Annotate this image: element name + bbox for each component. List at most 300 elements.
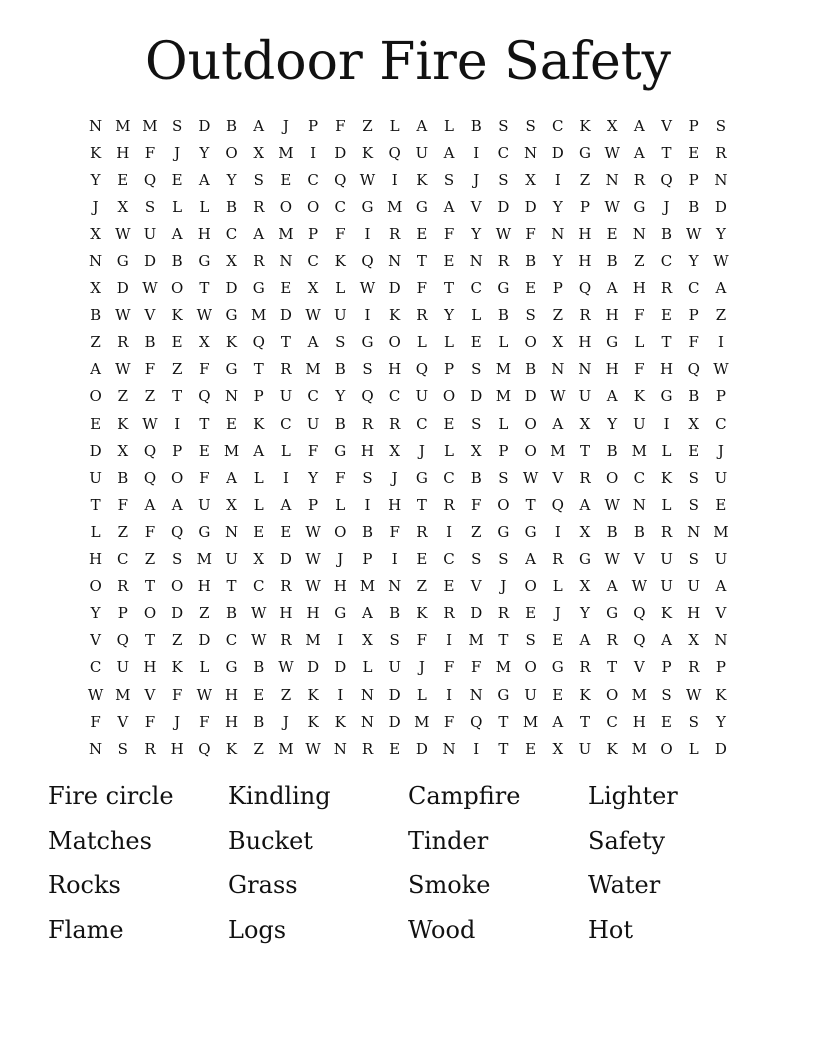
grid-letter: K (660, 468, 673, 487)
grid-letter: C (334, 197, 347, 216)
word-list-item: Wood (408, 915, 476, 944)
grid-letter: N (388, 252, 402, 271)
grid-letter: U (660, 550, 673, 569)
grid-letter: A (307, 333, 319, 352)
grid-letter: C (687, 279, 700, 298)
grid-letter: B (525, 252, 537, 271)
grid-letter: L (335, 495, 346, 514)
grid-letter: T (416, 252, 427, 271)
grid-letter: O (442, 387, 456, 406)
grid-letter: H (659, 360, 674, 379)
grid-letter: K (579, 685, 591, 704)
grid-letter: X (579, 522, 591, 541)
grid-letter: T (199, 414, 210, 433)
grid-letter: K (416, 604, 428, 623)
grid-letter: O (660, 739, 673, 758)
grid-letter: Y (552, 197, 563, 216)
grid-letter: N (224, 522, 239, 541)
grid-letter: A (416, 116, 428, 135)
grid-letter: V (633, 658, 645, 677)
grid-letter: B (334, 414, 346, 433)
grid-letter: R (117, 333, 129, 352)
grid-letter: L (471, 306, 482, 325)
grid-letter: C (252, 577, 265, 596)
grid-letter: C (117, 550, 129, 569)
grid-letter: M (495, 360, 512, 379)
grid-letter: E (443, 414, 455, 433)
grid-letter: T (253, 360, 264, 379)
grid-letter: F (90, 712, 101, 731)
grid-letter: Y (715, 224, 726, 243)
grid-letter: U (333, 306, 347, 325)
grid-letter: P (579, 197, 591, 216)
grid-letter: D (470, 604, 483, 623)
grid-letter: K (633, 387, 645, 406)
grid-letter: Z (90, 333, 101, 352)
grid-letter: Z (634, 252, 645, 271)
grid-letter: X (552, 739, 564, 758)
grid-letter: Q (578, 279, 592, 298)
grid-letter: A (552, 712, 564, 731)
grid-letter: H (306, 604, 320, 623)
grid-letter: M (305, 360, 321, 379)
grid-letter: T (90, 495, 101, 514)
grid-letter: A (443, 197, 455, 216)
grid-letter: S (498, 170, 509, 189)
grid-letter: A (171, 495, 183, 514)
grid-letter: Q (361, 252, 374, 271)
grid-letter: P (117, 604, 128, 623)
grid-letter: Y (444, 306, 454, 325)
word-list-item: Smoke (408, 871, 491, 899)
grid-letter: O (497, 495, 510, 514)
grid-letter: Y (688, 252, 699, 271)
grid-letter: D (497, 197, 510, 216)
grid-letter: P (308, 495, 319, 514)
grid-letter: T (226, 577, 237, 596)
grid-letter: B (688, 197, 700, 216)
grid-letter: H (388, 360, 402, 379)
grid-letter: O (306, 197, 320, 216)
grid-letter: S (661, 685, 672, 704)
grid-letter: C (307, 252, 319, 271)
grid-letter: N (605, 170, 619, 189)
grid-letter: W (251, 604, 267, 623)
grid-letter: L (199, 658, 210, 677)
grid-letter: X (552, 333, 564, 352)
grid-letter: B (226, 604, 238, 623)
grid-letter: L (253, 468, 264, 487)
grid-letter: U (524, 685, 537, 704)
grid-letter: W (305, 522, 321, 541)
grid-letter: T (498, 712, 509, 731)
grid-letter: U (714, 468, 728, 487)
grid-letter: Z (280, 685, 292, 704)
grid-letter: O (606, 685, 619, 704)
grid-letter: R (579, 468, 591, 487)
grid-letter: O (524, 441, 537, 460)
grid-letter: I (337, 685, 344, 704)
grid-letter: D (89, 441, 102, 460)
grid-letter: X (688, 414, 700, 433)
grid-letter: B (389, 604, 401, 623)
grid-letter: A (253, 116, 265, 135)
grid-letter: S (688, 468, 699, 487)
grid-letter: G (660, 387, 673, 406)
grid-letter: T (144, 631, 155, 650)
grid-letter: C (388, 387, 401, 406)
grid-letter: C (280, 414, 292, 433)
grid-letter: B (253, 712, 265, 731)
grid-letter: A (579, 495, 591, 514)
grid-letter: P (308, 224, 319, 243)
grid-letter: C (606, 712, 618, 731)
grid-letter: F (471, 495, 482, 514)
grid-letter: R (579, 306, 591, 325)
word-list-item: Water (588, 871, 661, 899)
grid-letter: W (359, 170, 376, 189)
grid-letter: U (388, 658, 401, 677)
grid-letter: R (660, 522, 673, 541)
grid-letter: T (607, 658, 618, 677)
grid-letter: C (307, 387, 319, 406)
grid-letter: X (90, 224, 101, 243)
grid-letter: I (364, 306, 371, 325)
grid-letter: W (115, 360, 131, 379)
grid-letter: Q (388, 143, 401, 162)
grid-letter: O (388, 333, 401, 352)
grid-letter: Y (715, 712, 726, 731)
grid-letter: F (307, 441, 319, 460)
grid-letter: B (470, 116, 482, 135)
grid-letter: B (334, 360, 346, 379)
grid-letter: I (391, 170, 398, 189)
grid-letter: B (171, 252, 183, 271)
grid-letter: U (415, 387, 429, 406)
grid-letter: C (225, 224, 238, 243)
grid-letter: V (661, 116, 672, 135)
grid-letter: N (388, 577, 402, 596)
grid-letter: V (470, 197, 482, 216)
grid-letter: H (578, 252, 592, 271)
grid-letter: K (416, 170, 428, 189)
grid-letter: H (89, 550, 103, 569)
grid-letter: G (497, 685, 510, 704)
grid-letter: F (634, 360, 645, 379)
grid-letter: N (687, 522, 701, 541)
grid-letter: F (144, 712, 156, 731)
grid-letter: I (282, 468, 289, 487)
grid-letter: W (196, 685, 213, 704)
grid-letter: Q (551, 495, 564, 514)
grid-letter: S (471, 550, 482, 569)
grid-letter: I (446, 522, 452, 541)
grid-letter: W (713, 360, 729, 379)
grid-letter: P (362, 550, 373, 569)
grid-letter: E (416, 550, 428, 569)
grid-letter: S (688, 550, 699, 569)
grid-letter: J (473, 170, 480, 189)
grid-letter: W (251, 631, 267, 650)
grid-letter: F (471, 658, 482, 677)
grid-letter: R (253, 252, 265, 271)
grid-letter: O (524, 577, 537, 596)
grid-letter: E (525, 739, 537, 758)
grid-letter: S (688, 495, 699, 514)
grid-letter: U (89, 468, 102, 487)
grid-letter: E (389, 739, 401, 758)
grid-letter: Y (335, 387, 346, 406)
grid-letter: I (364, 224, 371, 243)
grid-letter: G (524, 522, 537, 541)
grid-letter: V (144, 685, 156, 704)
grid-letter: P (498, 441, 509, 460)
grid-letter: R (117, 577, 129, 596)
grid-letter: D (279, 550, 292, 569)
grid-letter: L (199, 197, 210, 216)
grid-letter: E (117, 170, 129, 189)
grid-letter: B (253, 658, 265, 677)
grid-letter: L (253, 495, 264, 514)
grid-letter: D (334, 658, 347, 677)
grid-letter: Y (471, 224, 482, 243)
grid-letter: M (550, 441, 566, 460)
grid-letter: R (389, 224, 401, 243)
grid-letter: S (172, 550, 183, 569)
grid-letter: W (604, 197, 620, 216)
grid-letter: D (470, 387, 483, 406)
grid-letter: G (198, 252, 211, 271)
grid-letter: D (714, 739, 727, 758)
word-list-item: Kindling (228, 782, 331, 810)
grid-letter: R (361, 414, 374, 433)
grid-letter: R (579, 658, 591, 677)
grid-letter: N (551, 360, 565, 379)
grid-letter: P (443, 360, 455, 379)
grid-letter: I (391, 550, 398, 569)
grid-letter: T (199, 279, 210, 298)
grid-letter: M (631, 739, 648, 758)
grid-letter: C (552, 116, 564, 135)
grid-letter: Q (633, 604, 646, 623)
grid-letter: S (525, 116, 536, 135)
grid-letter: E (470, 333, 482, 352)
grid-letter: E (525, 604, 537, 623)
grid-letter: Y (607, 414, 618, 433)
grid-letter: K (307, 712, 319, 731)
grid-letter: K (606, 739, 618, 758)
grid-letter: U (306, 414, 320, 433)
grid-letter: H (360, 441, 375, 460)
grid-letter: G (198, 522, 211, 541)
grid-letter: N (632, 224, 646, 243)
grid-letter: R (688, 658, 700, 677)
grid-letter: J (282, 116, 289, 135)
grid-letter: J (174, 712, 181, 731)
grid-letter: R (144, 739, 156, 758)
grid-letter: R (552, 550, 564, 569)
grid-letter: A (552, 414, 564, 433)
grid-letter: Z (579, 170, 591, 189)
grid-letter: X (253, 143, 265, 162)
grid-letter: H (197, 577, 211, 596)
grid-letter: X (362, 631, 373, 650)
grid-letter: X (606, 116, 618, 135)
grid-letter: H (224, 712, 239, 731)
grid-letter: N (442, 739, 456, 758)
grid-letter: T (498, 739, 509, 758)
grid-letter: Q (171, 522, 184, 541)
grid-letter: X (117, 197, 129, 216)
grid-letter: W (142, 279, 158, 298)
grid-letter: U (225, 550, 238, 569)
grid-letter: R (443, 495, 455, 514)
grid-letter: A (253, 441, 265, 460)
grid-letter: B (606, 441, 618, 460)
grid-letter: J (663, 197, 670, 216)
grid-letter: Q (198, 739, 211, 758)
grid-letter: C (660, 252, 673, 271)
grid-letter: H (170, 739, 184, 758)
grid-letter: A (661, 631, 672, 650)
grid-letter: X (470, 441, 482, 460)
grid-letter: E (661, 306, 672, 325)
grid-letter: V (552, 468, 564, 487)
grid-letter: K (334, 712, 346, 731)
grid-letter: V (117, 712, 129, 731)
grid-letter: Y (90, 604, 101, 623)
grid-letter: S (525, 631, 536, 650)
grid-letter: N (714, 170, 728, 189)
word-list-item: Grass (228, 871, 298, 899)
grid-letter: E (688, 143, 700, 162)
grid-letter: N (632, 495, 646, 514)
grid-letter: Q (252, 333, 265, 352)
grid-letter: S (715, 116, 727, 135)
grid-letter: S (117, 739, 128, 758)
grid-letter: O (89, 577, 102, 596)
grid-letter: M (522, 712, 539, 731)
grid-letter: H (388, 495, 402, 514)
grid-letter: Z (144, 387, 156, 406)
grid-letter: L (389, 116, 400, 135)
grid-letter: T (579, 441, 590, 460)
grid-letter: Q (143, 441, 157, 460)
grid-letter: Q (116, 631, 129, 650)
grid-letter: Z (362, 116, 373, 135)
grid-letter: E (525, 279, 537, 298)
grid-letter: Q (143, 170, 157, 189)
grid-letter: F (335, 116, 346, 135)
grid-letter: W (686, 685, 702, 704)
word-list-item: Rocks (48, 871, 121, 899)
grid-letter: O (225, 143, 238, 162)
grid-letter: L (172, 197, 183, 216)
grid-letter: R (389, 414, 401, 433)
page-title: Outdoor Fire Safety (144, 32, 672, 92)
grid-letter: E (280, 279, 292, 298)
grid-letter: L (444, 333, 455, 352)
grid-letter: D (388, 279, 401, 298)
grid-letter: D (225, 279, 238, 298)
grid-letter: X (226, 252, 237, 271)
grid-letter: F (335, 468, 346, 487)
grid-letter: E (198, 441, 210, 460)
grid-letter: B (90, 306, 102, 325)
grid-letter: B (470, 468, 482, 487)
grid-letter: L (498, 333, 509, 352)
grid-letter: V (144, 306, 156, 325)
grid-letter: G (225, 360, 238, 379)
grid-letter: Y (90, 170, 101, 189)
grid-letter: S (144, 197, 156, 216)
grid-letter: G (606, 333, 619, 352)
grid-letter: B (606, 522, 618, 541)
grid-letter: I (663, 414, 670, 433)
grid-letter: R (280, 631, 292, 650)
grid-letter: Z (117, 387, 128, 406)
grid-letter: X (688, 631, 700, 650)
grid-letter: K (253, 414, 265, 433)
grid-letter: L (416, 333, 427, 352)
grid-letter: W (305, 577, 321, 596)
grid-letter: Z (552, 306, 563, 325)
grid-letter: Q (415, 360, 428, 379)
grid-letter: L (90, 522, 101, 541)
grid-letter: L (280, 441, 291, 460)
grid-letter: B (688, 387, 700, 406)
grid-letter: K (89, 143, 102, 162)
grid-letter: T (579, 712, 590, 731)
grid-letter: E (280, 170, 292, 189)
grid-letter: D (279, 306, 292, 325)
grid-letter: S (471, 414, 482, 433)
grid-letter: U (415, 143, 429, 162)
grid-letter: Z (117, 522, 128, 541)
grid-letter: B (226, 197, 238, 216)
grid-letter: U (143, 224, 157, 243)
grid-letter: H (632, 279, 646, 298)
grid-letter: M (713, 522, 729, 541)
grid-letter: B (226, 116, 238, 135)
grid-letter: L (634, 333, 645, 352)
grid-letter: J (337, 550, 344, 569)
grid-letter: G (116, 252, 129, 271)
grid-letter: I (473, 143, 480, 162)
grid-letter: O (89, 387, 102, 406)
grid-letter: M (495, 658, 512, 677)
grid-letter: G (225, 658, 238, 677)
grid-letter: X (389, 441, 400, 460)
grid-letter: U (687, 577, 701, 596)
grid-letter: A (633, 116, 645, 135)
grid-letter: N (89, 739, 103, 758)
grid-letter: O (524, 658, 537, 677)
grid-letter: F (416, 631, 428, 650)
grid-letter: G (252, 279, 265, 298)
grid-letter: H (687, 604, 701, 623)
grid-letter: L (335, 279, 346, 298)
grid-letter: O (279, 197, 293, 216)
grid-letter: N (89, 252, 103, 271)
grid-letter: O (334, 522, 347, 541)
grid-letter: E (416, 224, 428, 243)
grid-letter: K (389, 306, 401, 325)
grid-letter: W (305, 550, 321, 569)
grid-letter: E (253, 685, 265, 704)
grid-letter: W (142, 414, 158, 433)
grid-letter: A (606, 279, 618, 298)
